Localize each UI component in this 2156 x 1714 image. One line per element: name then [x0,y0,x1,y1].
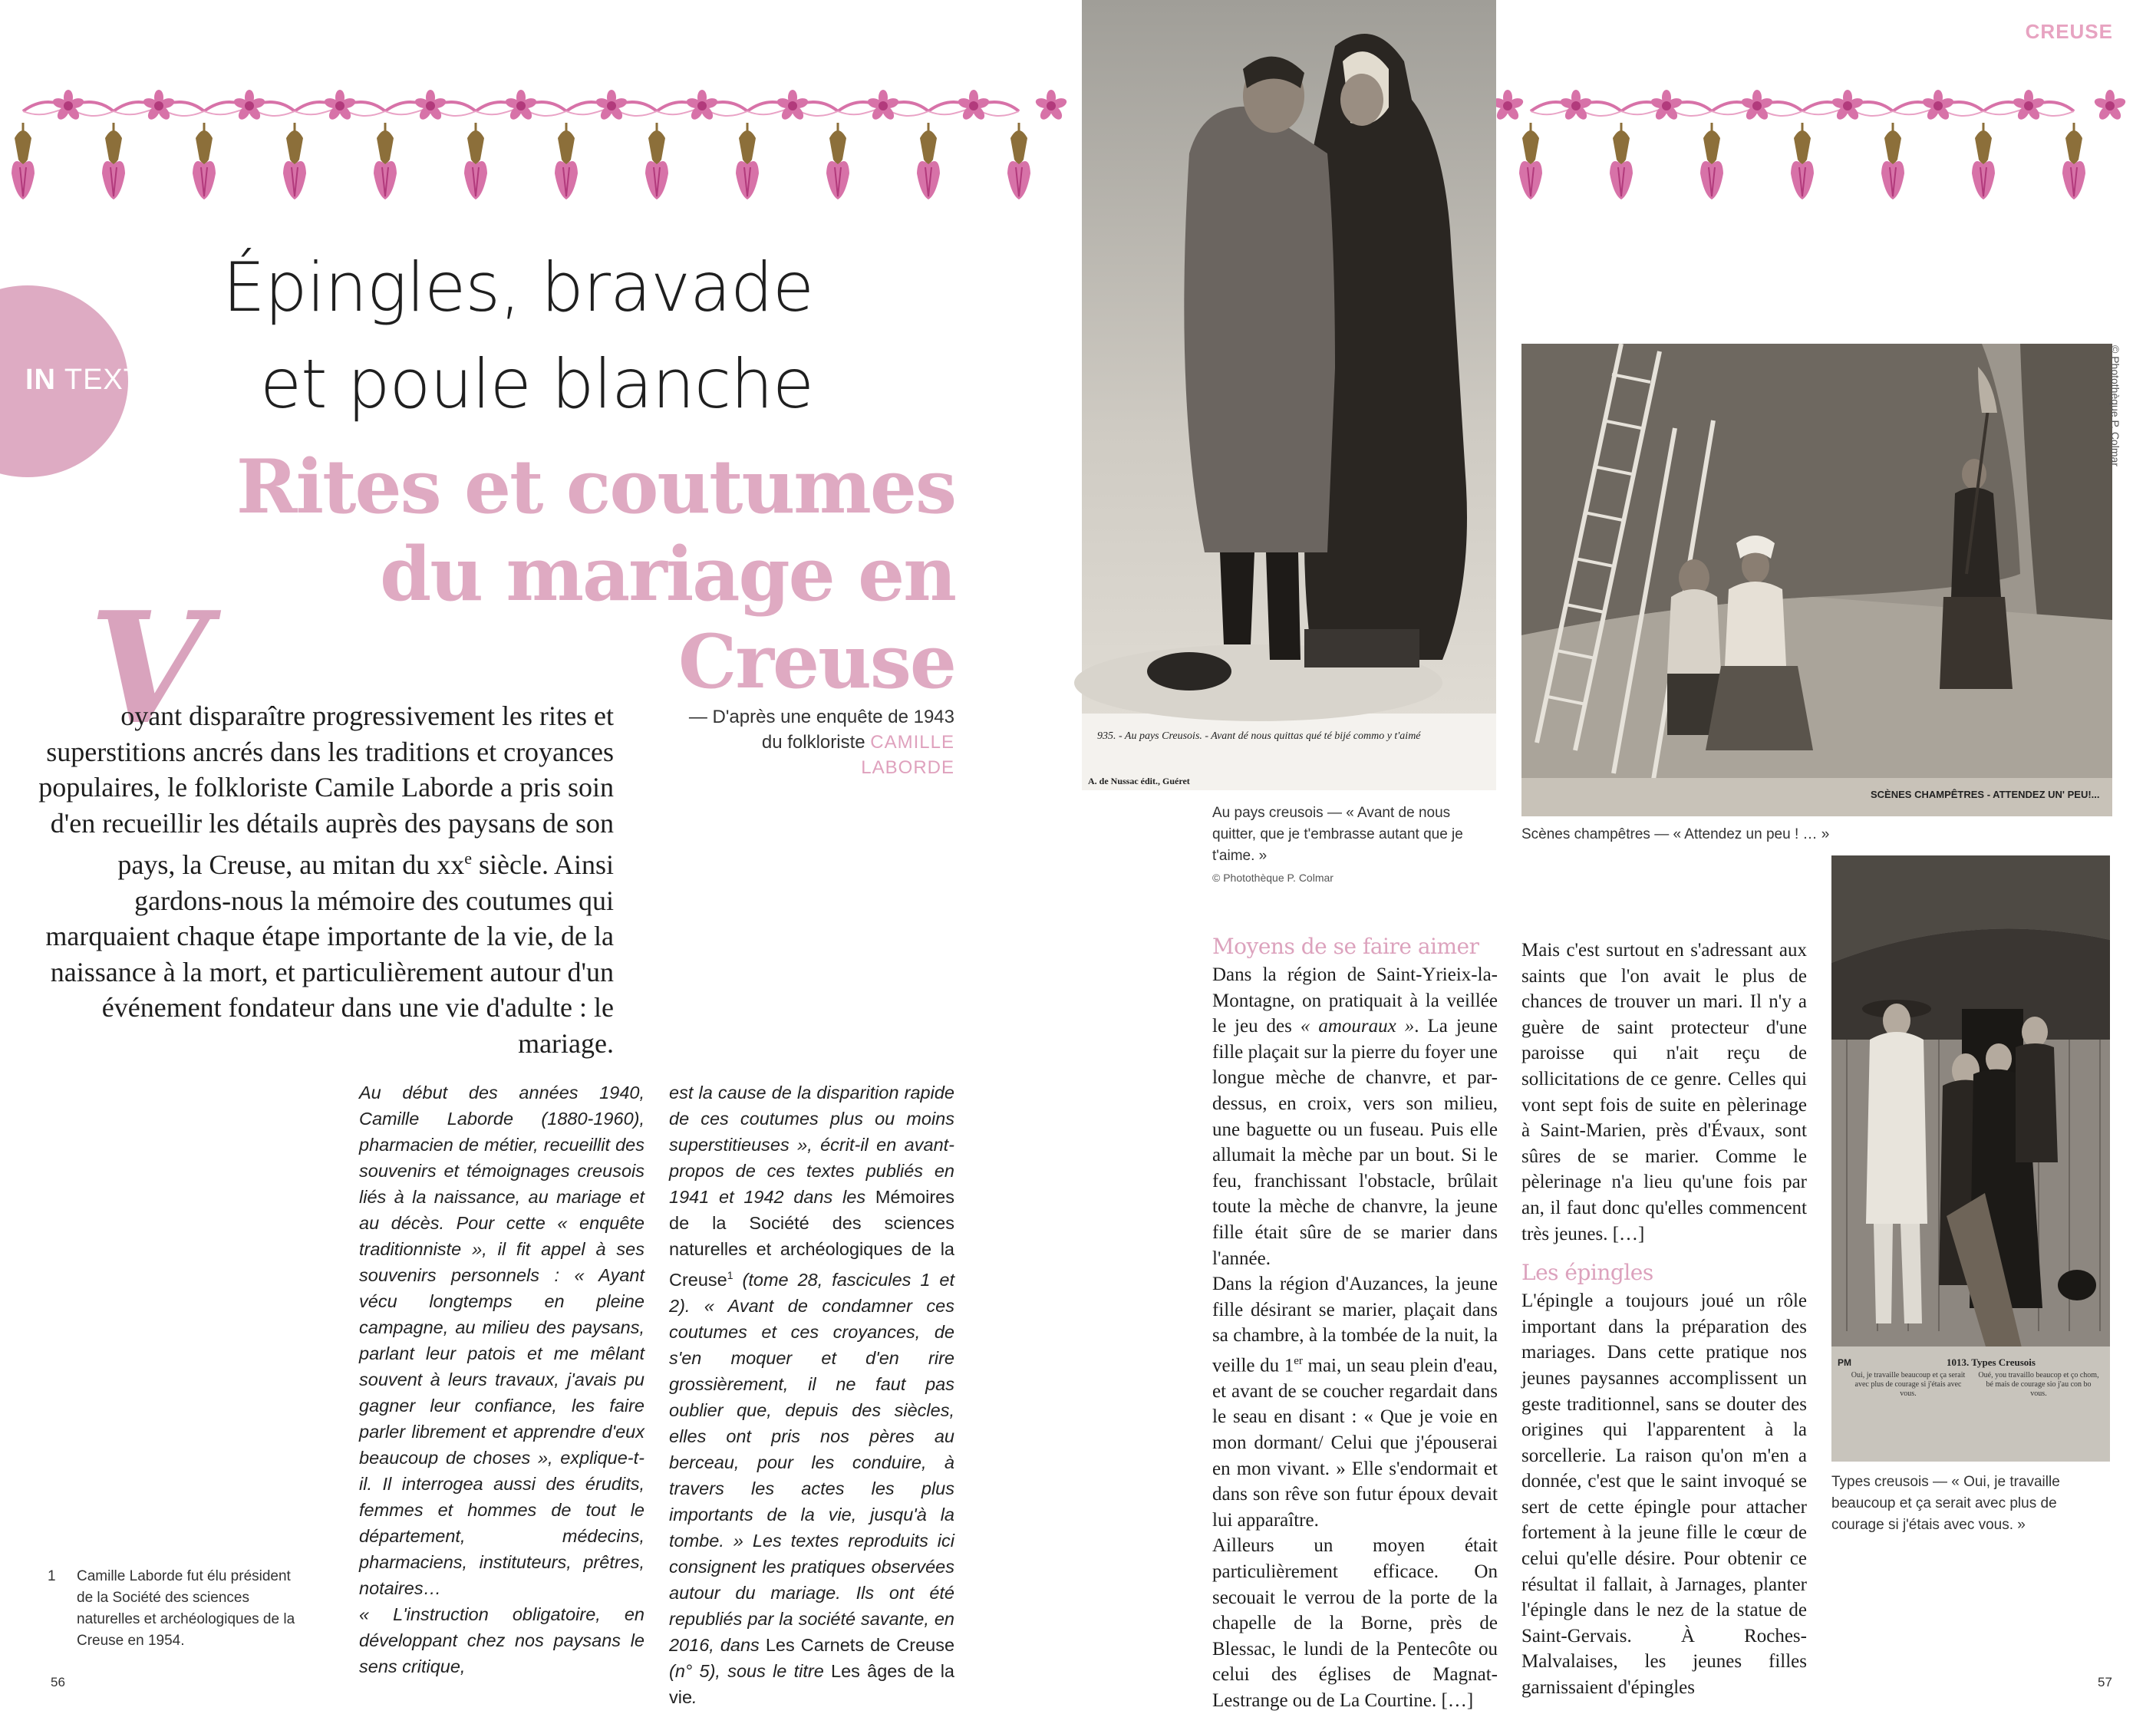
main-title-line2: et poule blanche [260,344,813,424]
column2-subtitle: Les âges de la vie [669,1660,955,1707]
column2-journal-title: Mémoires de la Société des sciences naturelles et archéologiques de la Creuse [669,1187,954,1290]
article-heading-epingles: Les épingles [1521,1260,1653,1286]
column2-text-e: (n° 5), sous le titre [669,1660,824,1681]
column1-paragraph2: « L'instruction obligatoire, en développant chez nos paysans le sens critique, [359,1604,644,1676]
article-p5: L'épingle a toujours joué un rôle important dans la préparation des mariages. Dans cette pratique nos jeunes paysannes accomplissent un geste traditionnel, sans se douter des origines qui l'apparentent à la sorcellerie. La raison qu'on m'en a donnée, c'est que le saint invoqué se sert de cette épingle pour attacher fortement à la jeune fille le cœur de celui qu'elle désire. Pour obtenir ce résultat il fallait, à Jarnages, planter l'épingle dans le nez de la statue de Saint-Gervais. À Roches-Malvalaises, les jeunes filles garnissaient d'épingles [1521,1290,1807,1699]
photo1-editor: A. de Nussac édit., Guéret [1088,776,1190,786]
article-p1-b: . La jeune fille plaçait sur la pierre du foyer une longue mèche de chanvre, et par-dessus, en croix, vers son milieu, une baguette ou un fuseau. Puis elle allumait la mèche par un bout. Si le feu, franchissant l'obstacle, brûlait toute la mèche de chanvre, la jeune fille était sûre de se marier dans l'année. [1212,1016,1498,1269]
in-texto-label [25,364,165,397]
intro-text-b: siècle. Ainsi gardons-nous la mémoire des coutumes qui marquaient chaque étape importante de la vie, de la naissance à la mort, et particulièrement autour d'un événement fondateur dans une vie d'adulte : le mariage. [45,849,614,1059]
footnote-text: Camille Laborde fut élu président de la Société des sciences naturelles et archéologiques de la Creuse en 1954. [77,1568,295,1649]
article-p3: Ailleurs un moyen était particulièrement efficace. On secouait le verrou de la porte de la chapelle de la Borne, près de Blessac, le lundi de la Pentecôte ou celui des églises de Magnat-Lestrange ou de La Courtine. […] [1212,1535,1498,1711]
article-heading-moyens: Moyens de se faire aimer [1212,934,1479,959]
vertical-photo-credit [2109,345,2125,529]
main-title-line1: Épingles, bravade [223,248,813,327]
column2-book-title: Les Carnets de Creuse [765,1634,955,1655]
sub-title [153,443,955,706]
photo1-imprint: 935. - Au pays Creusois. - Avant dé nous quittas qué té bijé commo y t'aimé [1097,730,1421,742]
photo-types-creusois [1831,855,2110,1462]
in-texto-part1: IN [25,364,56,396]
article-p1-emphasis: « amouraux » [1300,1016,1415,1037]
photo-couple-embrace [1082,0,1496,790]
article-p2-a: Dans la région d'Auzances, la jeune fille désirant se marier, plaçait dans sa chambre, à la tombée de la nuit, la veille du 1 [1212,1274,1498,1376]
garland-ornament-right [1496,61,2156,207]
column2-text-a: est la cause de la disparition rapide de ces coutumes plus ou moins superstitieuses », écrit-il en avant-propos de ces textes publiés en 1941 et 1942 dans les [669,1083,954,1207]
sub-title-line2: du mariage en Creuse [380,531,955,705]
vertical-photo-credit-text: © Photothèque P. Colmar [2109,345,2121,466]
caption-photo3 [1831,1472,2110,1536]
column2-footnote-ref: 1 [727,1269,734,1281]
garland-ornament-left [0,61,1082,207]
article-column-left [1212,931,1498,1714]
intro-text-a: et superstitions ancrés dans les traditions et croyances populaires, le folkloriste Camile Laborde a pris soin d'en recueillir les détails auprès des paysans de son pays, la Creuse, au mitan du xx [38,700,614,880]
article-p1-a: Dans la région de Saint-Yrieix-la-Montagne, on pratiquait à la veillée le jeu des [1212,964,1498,1037]
drop-cap: V [89,578,209,759]
caption-photo2-text: Scènes champêtres — « Attendez un peu ! … » [1521,826,1830,842]
photo-haystack-scene [1521,344,2112,816]
intro-first-line: oyant disparaître progressivement les rites [120,700,588,731]
photo3-imprint-left: PM [1838,1357,1851,1368]
page-number-right: 57 [2098,1675,2112,1689]
article-column-right [1521,938,1807,1701]
intro-sup: e [464,849,473,868]
caption-photo1 [1212,803,1481,888]
photo2-imprint: SCÈNES CHAMPÊTRES - ATTENDEZ UN' PEU!... [1871,789,2100,800]
section-tag: CREUSE [2025,20,2113,43]
attribution-author: CAMILLE LABORDE [861,732,954,778]
in-texto-part2: TEXTO [64,364,165,396]
article-p2-b: mai, un seau plein d'eau, et avant de se coucher regardait dans le seau en disant : « Que je voie en mon dormant/ Celui que j'épouserai en mon vivant. » Elle s'endormait et dans son rêve son futur époux devait lui apparaître. [1212,1355,1498,1531]
italic-column-1 [359,1079,644,1679]
caption-photo3-text: Types creusois — « Oui, je travaille beaucoup et ça serait avec plus de courage si j'étais avec vous. » [1831,1474,2060,1533]
caption-photo1-text: Au pays creusois — « Avant de nous quitter, que je t'embrasse autant que je t'aime. » [1212,805,1463,864]
attribution-prefix: du folkloriste [761,732,865,753]
photo3-text-left: Oui, je travaille beaucoup et ça serait avec plus de courage si j'étais avec vous. [1851,1371,1966,1398]
column2-text-g: . [692,1686,697,1707]
footnote-number: 1 [48,1568,56,1584]
column2-text-c: (tome 28, fascicules 1 et 2). « Avant de condamner ces coutumes et ces croyances, de s'en moquer et d'en rire grossièrement, il ne faut pas oublier que, depuis des siècles, elles ont pris nos pères au berceau, pour les conduire, à travers les actes les plus importants de la vie, jusqu'à la tombe. » Les textes reproduits ici consignent les pratiques observées autour du mariage. Ils ont été republiés par la société savante, en 2016, dans [669,1269,954,1655]
article-p2-sup: er [1294,1354,1303,1367]
caption-photo1-credit: © Photothèque P. Colmar [1212,872,1333,884]
main-title [184,239,813,433]
article-p4: Mais c'est surtout en s'adressant aux saints que l'on avait le plus de chances de trouver un mari. Il n'y a guère de saint protecteur d'une paroisse qui n'ait reçu de sollicitations de ce genre. Celles qui vont sept fois de suite en pèlerinage à Saint-Marien, près d'Évaux, sont sûres de se marier. Comme le pèlerinage n'a lieu qu'une fois par an, il faut donc qu'elles commencent très jeunes. […] [1521,940,1807,1244]
attribution-line1: — D'après une enquête de 1943 [688,707,954,727]
intro-paragraph [31,698,614,1061]
caption-photo2 [1521,824,1951,845]
page-number-left: 56 [51,1675,65,1689]
photo3-text-right: Oué, you travaillo beaucop et ço chom, bé mais de courage sio j'au con bo vous. [1978,1371,2099,1398]
italic-column-2 [669,1079,954,1710]
column1-paragraph1: Au début des années 1940, Camille Laborde (1880-1960), pharmacien de métier, recueillit des souvenirs et témoignages creusois liés à la naissance, au mariage et au décès. Pour cette « enquête traditionniste », il fit appel à ses souvenirs personnels : « Ayant vécu longtemps en pleine campagne, au milieu des paysans, parlant leur patois et me mêlant souvent à leurs travaux, j'avais pu gagner leur confiance, les faire parler librement et apprendre d'eux beaucoup de choses », explique-t-il. Il interrogea aussi des érudits, femmes et hommes de tout le département, médecins, pharmaciens, instituteurs, prêtres, notaires… [359,1083,644,1598]
sub-title-line1: Rites et coutumes [236,443,955,530]
attribution [668,704,954,780]
photo3-imprint-center: 1013. Types Creusois [1947,1356,2036,1368]
